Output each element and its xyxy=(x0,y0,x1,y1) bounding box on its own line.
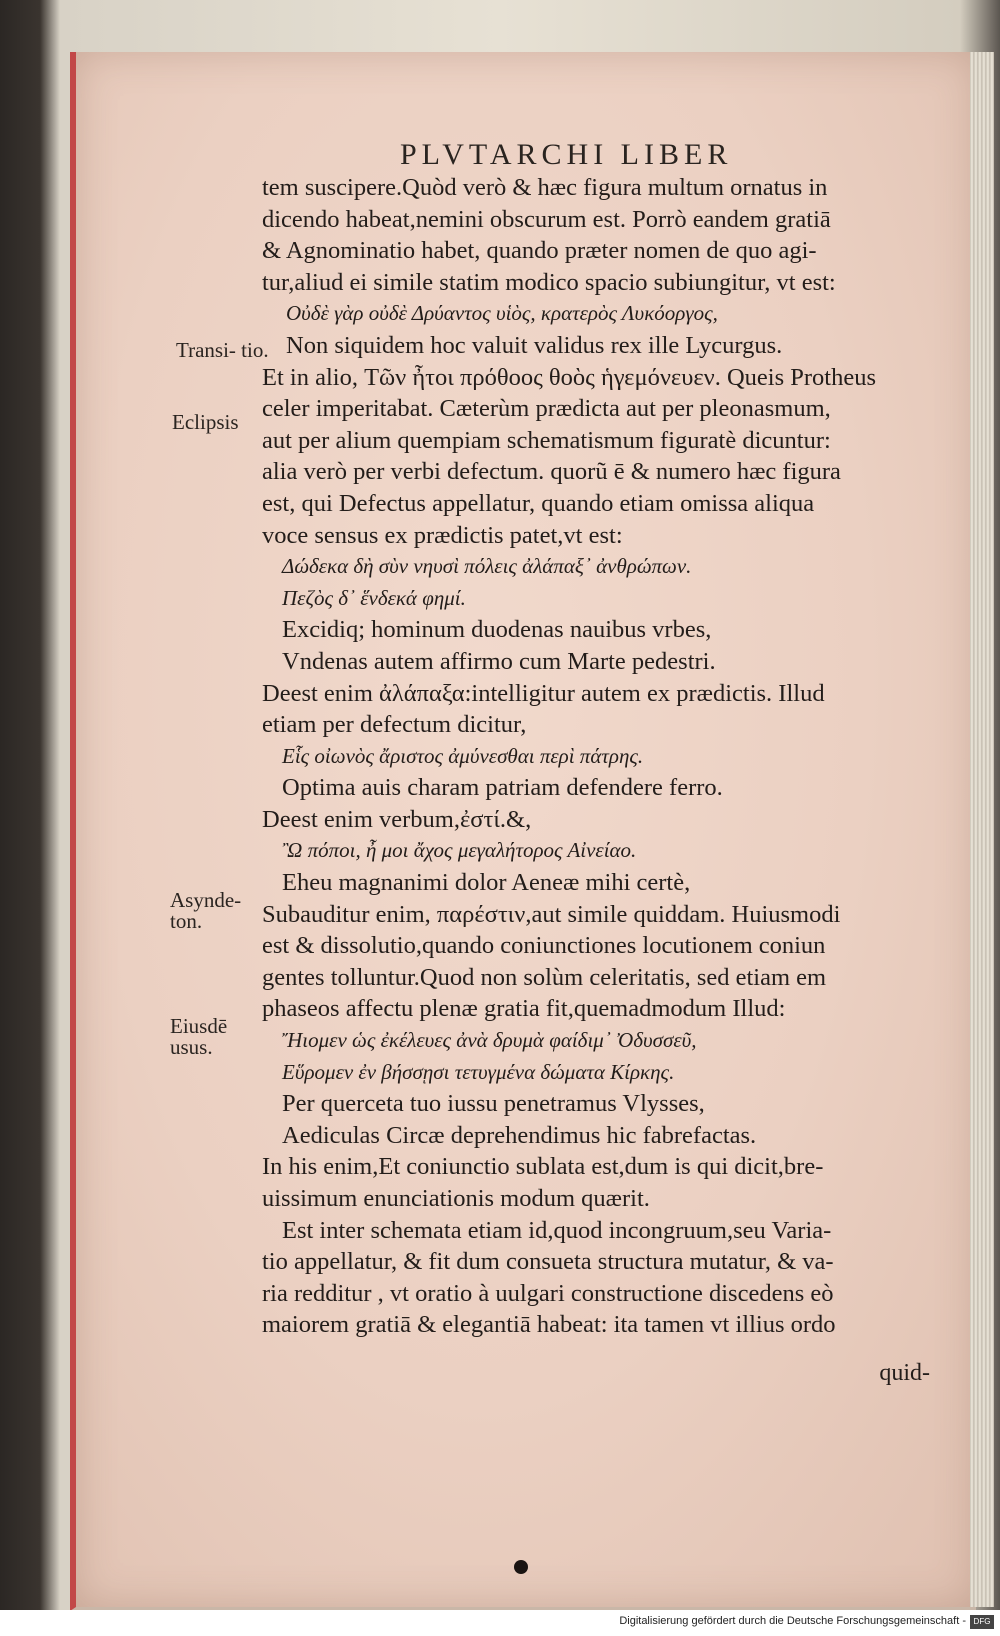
text-line: Πεζὸς δ᾽ ἕνδεκά φημί. xyxy=(282,585,466,610)
footer-credit: Digitalisierung gefördert durch die Deutsche Forschungsgemeinschaft - xyxy=(619,1615,966,1627)
text-line: Excidiq; hominum duodenas nauibus vrbes, xyxy=(282,616,712,644)
text-line: phaseos affectu plenæ gratia fit,quemadmodum Illud: xyxy=(262,995,786,1023)
text-line: Aediculas Circæ deprehendimus hic fabrefactas. xyxy=(282,1121,757,1149)
text-line: Optima auis charam patriam defendere ferro. xyxy=(282,774,723,802)
text-line: est, qui Defectus appellatur, quando etiam omissa aliqua xyxy=(262,489,815,517)
sidenote-transitio: Transi- tio. xyxy=(176,338,269,362)
text-line: Est inter schemata etiam id,quod incongruum,seu Varia- xyxy=(282,1216,832,1244)
text-line: tur,aliud ei simile statim modico spacio subiungitur, vt est: xyxy=(262,268,836,296)
text-line: celer imperitabat. Cæterùm prædicta aut per pleonasmum, xyxy=(262,395,831,423)
text-line: est & dissolutio,quando coniunctiones locutionem coniun xyxy=(262,932,826,960)
dfg-logo: DFG xyxy=(970,1615,994,1629)
text-line: Εἷς οἰωνὸς ἄριστος ἀμύνεσθαι περὶ πάτρης. xyxy=(282,743,644,768)
text-line: tem suscipere.Quòd verò & hæc figura multum ornatus in xyxy=(262,174,828,201)
text-line: Deest enim verbum,ἐστί.&, xyxy=(262,805,532,833)
catchword: quid- xyxy=(879,1360,930,1386)
text-line: & Agnominatio habet, quando præter nomen de quo agi- xyxy=(262,237,817,265)
text-line: dicendo habeat,nemini obscurum est. Porrò eandem gratiā xyxy=(262,205,831,233)
text-line: Non siquidem hoc valuit validus rex ille Lycurgus. xyxy=(286,331,783,359)
text-line: etiam per defectum dicitur, xyxy=(262,711,527,739)
text-line: In his enim,Et coniunctio sublata est,dum is qui dicit,bre- xyxy=(262,1153,824,1181)
page-edges xyxy=(970,52,994,1607)
text-line: aut per alium quempiam schematismum figuratè dicuntur: xyxy=(262,426,831,454)
text-line: Eheu magnanimi dolor Aeneæ mihi certè, xyxy=(282,869,691,897)
text-line: ria redditur , vt oratio à uulgari constructione discedens eò xyxy=(262,1279,834,1307)
text-line: uissimum enunciationis modum quærit. xyxy=(262,1185,650,1212)
text-line: Δώδεκα δὴ σὺν νηυσὶ πόλεις ἀλάπαξ᾽ ἀνθρώπων. xyxy=(282,554,692,579)
text-line: Ἤιομεν ὡς ἐκέλευες ἀνὰ δρυμὰ φαίδιμ᾽ Ὀδυσσεῦ, xyxy=(282,1028,697,1053)
main-text-block xyxy=(262,172,952,1341)
digitization-footer xyxy=(0,1610,1000,1636)
running-head: PLVTARCHI LIBER xyxy=(400,138,733,171)
text-line: Per querceta tuo iussu penetramus Vlysses, xyxy=(282,1090,705,1118)
text-line: maiorem gratiā & elegantiā habeat: ita tamen vt illius ordo xyxy=(262,1311,836,1339)
text-line: voce sensus ex prædictis patet,vt est: xyxy=(262,521,623,549)
text-line: alia verò per verbi defectum. quorũ ē & numero hæc figura xyxy=(262,458,841,486)
text-line: gentes tolluntur.Quod non solùm celeritatis, sed etiam em xyxy=(262,963,827,991)
sidenote-eiusdem-usus: Eiusdē usus. xyxy=(170,1014,228,1059)
text-line: Οὐδὲ γὰρ οὐδὲ Δρύαντος υἱὸς, κρατερὸς Λυκόοργος, xyxy=(286,301,718,326)
text-line: tio appellatur, & fit dum consueta structura mutatur, & va- xyxy=(262,1248,834,1276)
text-line: Et in alio, Τῶν ἦτοι πρόθοος θοὸς ἡγεμόνευεν. Queis Protheus xyxy=(262,363,876,391)
text-line: Deest enim ἀλάπαξα:intelligitur autem ex prædictis. Illud xyxy=(262,679,825,707)
text-line: Vndenas autem affirmo cum Marte pedestri. xyxy=(282,647,716,675)
text-line: Ὢ πόποι, ἦ μοι ἄχος μεγαλήτορος Αἰνείαο. xyxy=(282,838,637,863)
ink-spot xyxy=(514,1560,528,1574)
text-line: Subauditur enim, παρέστιν,aut simile quiddam. Huiusmodi xyxy=(262,900,841,928)
sidenote-eclipsis: Eclipsis xyxy=(172,410,239,434)
text-line: Εὕρομεν ἐν βήσσῃσι τετυγμένα δώματα Κίρκης. xyxy=(282,1059,675,1084)
sidenote-asyndeton: Asynde- ton. xyxy=(170,888,242,933)
